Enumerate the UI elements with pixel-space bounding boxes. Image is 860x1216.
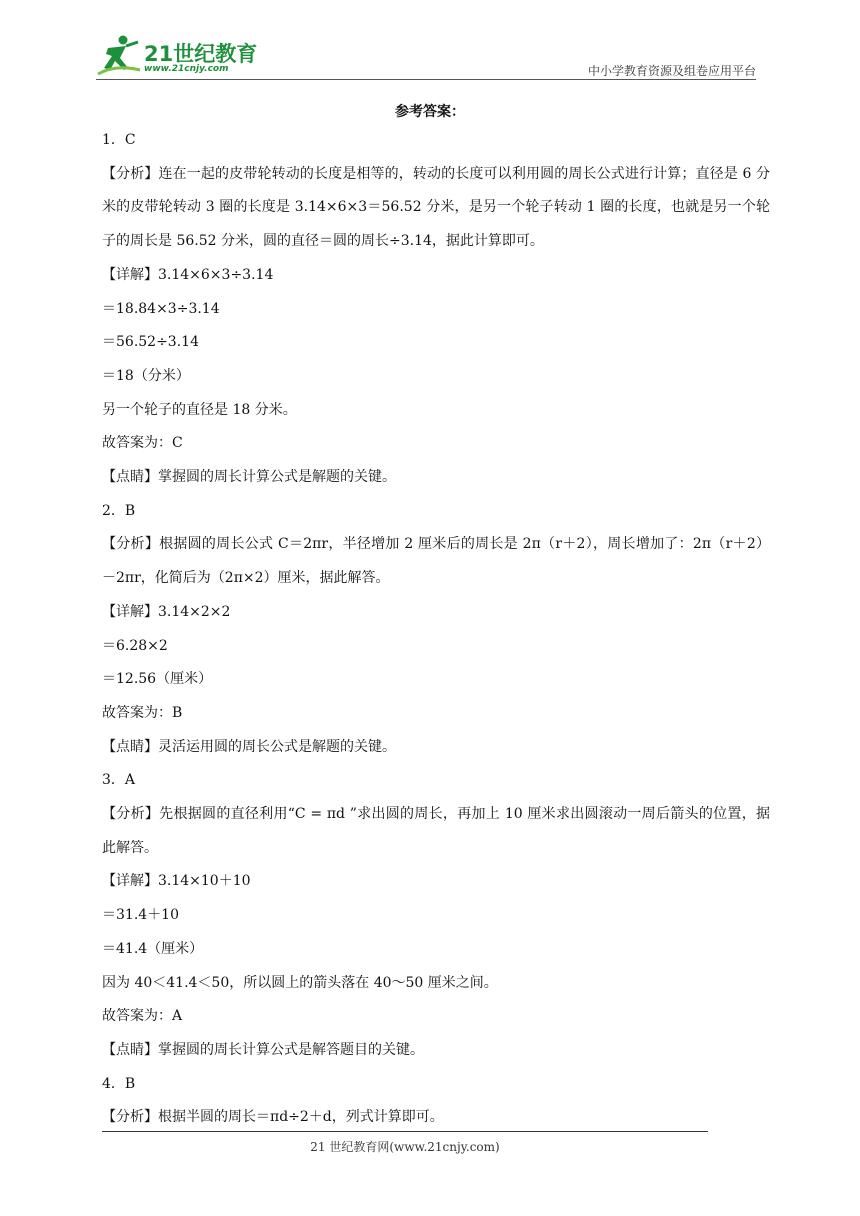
q4-label: 4．B xyxy=(102,1075,136,1092)
q2-detail-1: 【详解】3.14×2×2 xyxy=(102,603,231,620)
q1-conclusion: 另一个轮子的直径是 18 分米。 xyxy=(102,401,297,418)
q3-detail-2: ＝31.4＋10 xyxy=(102,907,179,924)
q2-comment: 【点睛】灵活运用圆的周长公式是解题的关键。 xyxy=(102,738,396,755)
q3-detail-3: ＝41.4（厘米） xyxy=(102,940,204,957)
page-footer: 21 世纪教育网(www.21cnjy.com) xyxy=(310,1140,500,1154)
page-header xyxy=(96,28,756,82)
header-divider xyxy=(96,79,756,80)
q3-comment: 【点睛】掌握圆的周长计算公式是解答题目的关键。 xyxy=(102,1041,424,1058)
q1-label: 1．C xyxy=(102,132,136,148)
q2-label: 2．B xyxy=(102,502,136,519)
q2-answer: 故答案为：B xyxy=(102,704,183,721)
platform-tagline: 中小学教育资源及组卷应用平台 xyxy=(587,64,756,78)
q2-detail-3: ＝12.56（厘米） xyxy=(102,671,213,688)
answer-content xyxy=(102,124,770,1135)
q1-analysis: 【分析】连在一起的皮带轮转动的长度是相等的，转动的长度可以利用圆的周长公式进行计算；直径是 6 分米的皮带轮转动 3 圈的长度是 3.14×6×3＝56.52 分米，是另一个轮子转动 1 圈的长度，也就是另一个轮子的周长是 56.52 分米，圆的直径＝圆的周长÷3.14，据此计算即可。 xyxy=(102,165,770,250)
q1-detail-1: 【详解】3.14×6×3÷3.14 xyxy=(102,266,274,283)
runner-logo-icon xyxy=(96,34,142,78)
q1-answer: 故答案为：C xyxy=(102,435,183,452)
site-logo xyxy=(96,34,256,82)
q3-answer: 故答案为：A xyxy=(102,1008,183,1025)
q1-detail-3: ＝56.52÷3.14 xyxy=(102,334,199,351)
q3-detail-1: 【详解】3.14×10＋10 xyxy=(102,873,251,890)
q3-label: 3．A xyxy=(102,772,136,789)
q2-detail-2: ＝6.28×2 xyxy=(102,637,168,654)
q1-detail-2: ＝18.84×3÷3.14 xyxy=(102,300,220,317)
q3-analysis: 【分析】先根据圆的直径利用“C = πd ”求出圆的周长，再加上 10 厘米求出圆滚动一周后箭头的位置，据此解答。 xyxy=(102,806,770,856)
logo-text: 21世纪教育 xyxy=(144,42,258,66)
q2-analysis: 【分析】根据圆的周长公式 C＝2πr，半径增加 2 厘米后的周长是 2π（r＋2），周长增加了：2π（r＋2）－2πr，化简后为（2π×2）厘米，据此解答。 xyxy=(102,536,770,587)
q1-comment: 【点睛】掌握圆的周长计算公式是解题的关键。 xyxy=(102,469,396,486)
footer-divider xyxy=(102,1131,708,1132)
q1-detail-4: ＝18（分米） xyxy=(102,367,190,384)
q3-conclusion: 因为 40＜41.4＜50，所以圆上的箭头落在 40～50 厘米之间。 xyxy=(102,974,498,991)
logo-url: www.21cnjy.com xyxy=(144,64,229,74)
q4-analysis: 【分析】根据半圆的周长＝πd÷2＋d，列式计算即可。 xyxy=(102,1109,444,1126)
page-title: 参考答案： xyxy=(395,104,465,120)
